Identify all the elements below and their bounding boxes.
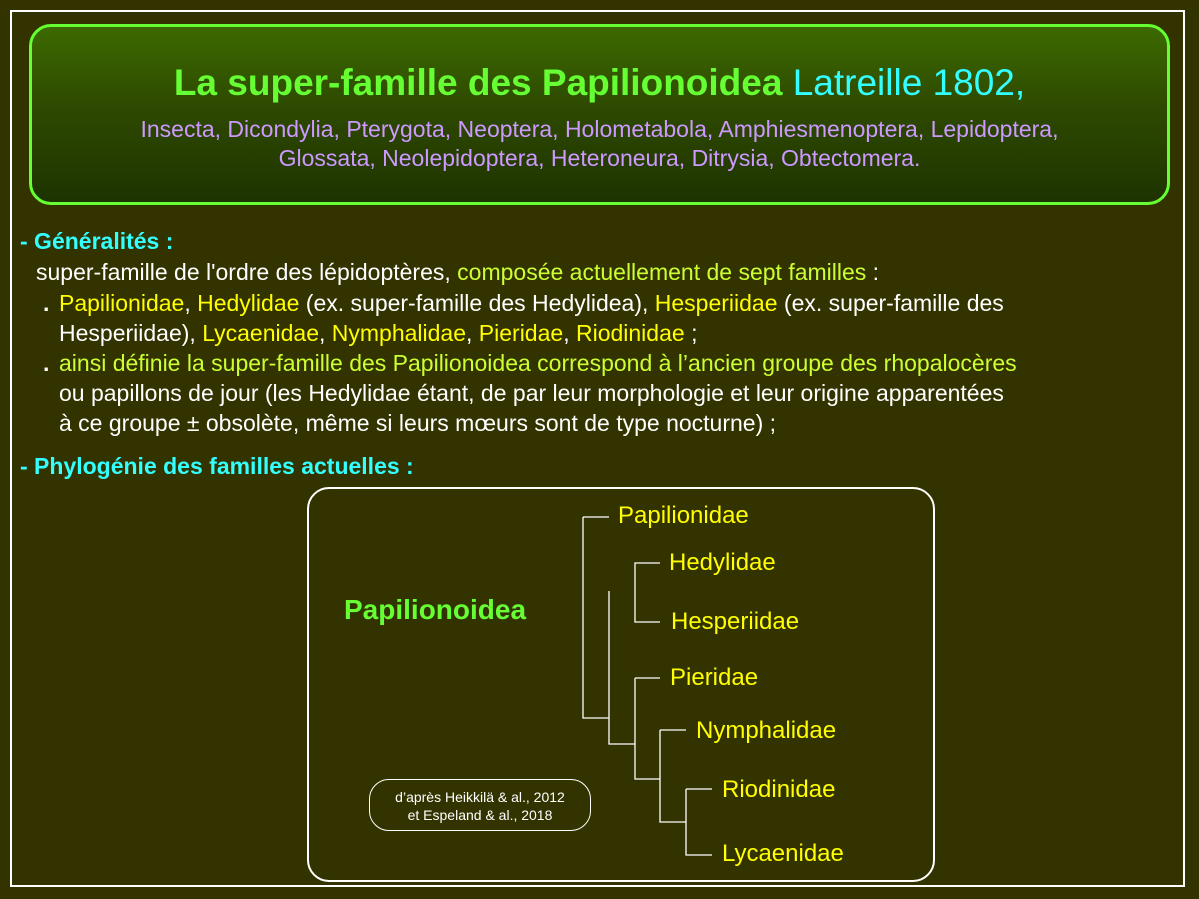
- intro-line: super-famille de l'ordre des lépidoptères, composée actuellement de sept familles :: [36, 259, 880, 285]
- branch-pieridae-clade: [635, 678, 660, 779]
- branch-riodinidae-lycaenidae: [686, 789, 712, 855]
- leaf-hedylidae: Hedylidae: [669, 549, 776, 576]
- rhopalocera-line-1: ainsi définie la super-famille des Papilionoidea correspond à l’ancien groupe des rhopalocères: [59, 350, 1017, 376]
- branch-nymphalidae-clade: [660, 730, 686, 822]
- leaf-lycaenidae: Lycaenidae: [722, 840, 844, 867]
- branch-hedylidae-hesperiidae: [635, 563, 660, 622]
- leaf-nymphalidae: Nymphalidae: [696, 717, 837, 744]
- leaf-riodinidae: Riodinidae: [722, 776, 836, 803]
- rhopalocera-line-3: à ce groupe ± obsolète, même si leurs mœurs sont de type nocturne) ;: [59, 410, 777, 436]
- families-line-2: Hesperiidae), Lycaenidae, Nymphalidae, Pieridae, Riodinidae ;: [59, 320, 698, 346]
- clade-label: Papilionoidea: [344, 594, 527, 625]
- leaf-pieridae: Pieridae: [670, 664, 759, 691]
- title-main: La super-famille des Papilionoidea: [173, 62, 783, 103]
- families-line-1: Papilionidae, Hedylidae (ex. super-famille des Hedylidea), Hesperiidae (ex. super-famille des: [59, 290, 1004, 316]
- bullet-1: .: [43, 290, 50, 316]
- leaf-papilionidae: Papilionidae: [618, 502, 749, 529]
- credit-line-1: d’après Heikkilä & al., 2012: [395, 789, 565, 805]
- leaf-hesperiidae: Hesperiidae: [671, 608, 800, 635]
- taxonomy-line-2: Glossata, Neolepidoptera, Heteroneura, Ditrysia, Obtectomera.: [278, 145, 921, 171]
- generalites-heading: - Généralités :: [20, 228, 174, 254]
- bullet-2: .: [43, 350, 50, 376]
- credit-box: [369, 779, 591, 831]
- taxonomy-line-1: Insecta, Dicondylia, Pterygota, Neoptera, Holometabola, Amphiesmenoptera, Lepidoptera,: [140, 116, 1059, 142]
- credit-line-2: et Espeland & al., 2018: [407, 807, 553, 823]
- phylogenie-heading: - Phylogénie des familles actuelles :: [20, 453, 414, 479]
- title-author: Latreille 1802,: [792, 62, 1026, 103]
- branch-root: [583, 517, 609, 718]
- rhopalocera-line-2: ou papillons de jour (les Hedylidae étant, de par leur morphologie et leur origine apparentées: [59, 380, 1004, 406]
- branch-ingroup: [609, 591, 635, 744]
